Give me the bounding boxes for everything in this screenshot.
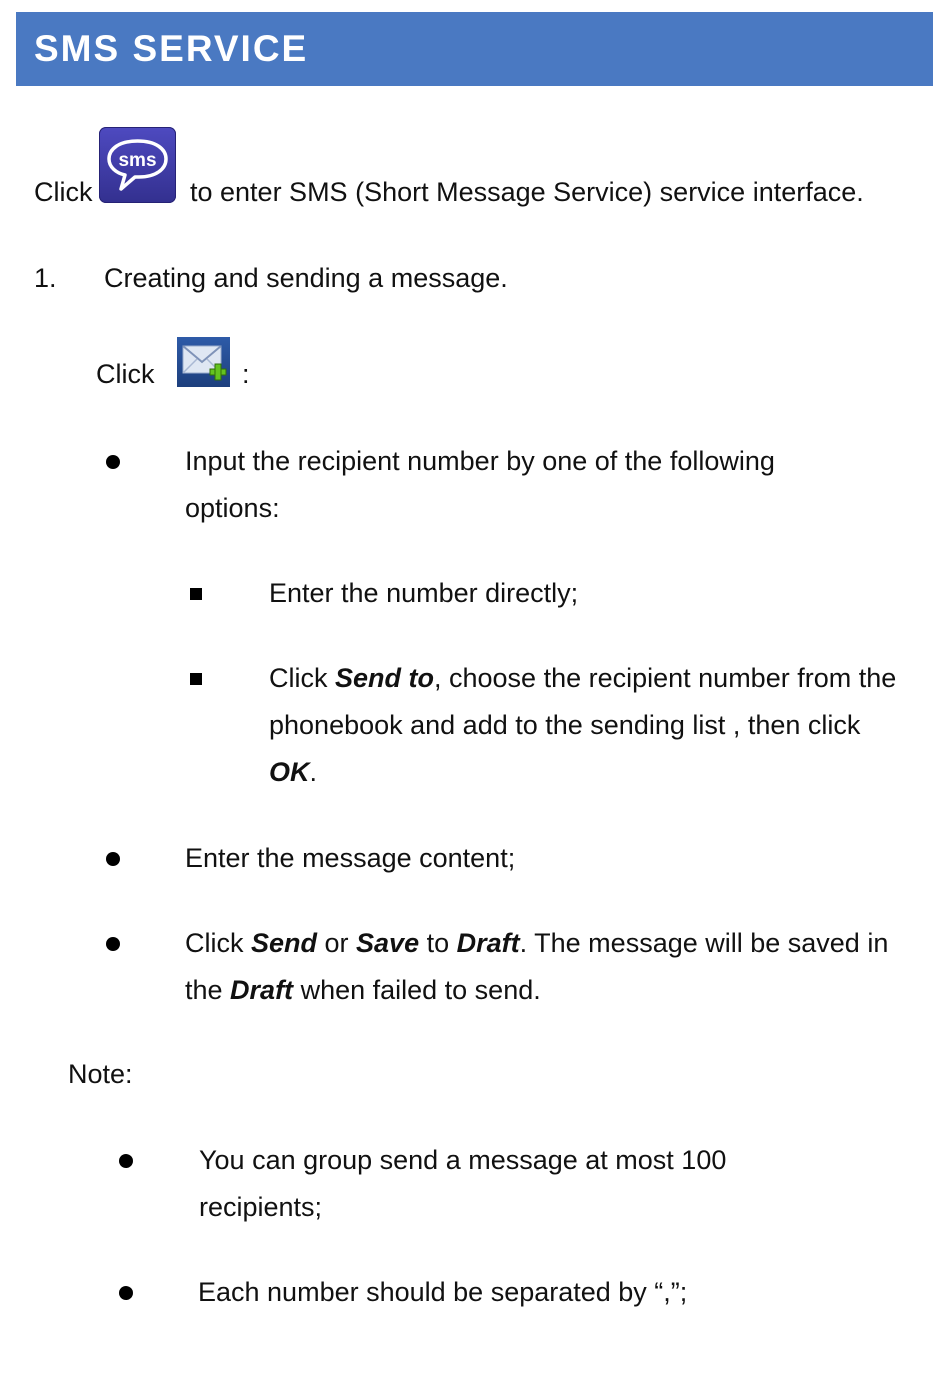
intro-description: to enter SMS (Short Message Service) service interface. bbox=[190, 177, 864, 207]
save-term: Save bbox=[356, 928, 420, 958]
bullet-marker bbox=[106, 852, 120, 866]
square-marker bbox=[190, 588, 202, 600]
bullet-marker bbox=[119, 1154, 133, 1168]
bullet-marker bbox=[106, 937, 120, 951]
send-to-term: Send to bbox=[335, 663, 434, 693]
note-separator: Each number should be separated by “,”; bbox=[198, 1277, 688, 1307]
sms-app-icon bbox=[99, 127, 176, 203]
bullet-marker bbox=[106, 455, 120, 469]
section-heading: Creating and sending a message. bbox=[104, 263, 508, 293]
draft-term: Draft bbox=[230, 975, 294, 1005]
ok-term: OK bbox=[269, 757, 310, 787]
list-item-enter-content: Enter the message content; bbox=[185, 843, 516, 873]
draft-term: Draft bbox=[456, 928, 520, 958]
list-item-enter-directly: Enter the number directly; bbox=[269, 578, 579, 608]
intro-click-text: Click bbox=[34, 177, 93, 207]
click-new-text: Click bbox=[96, 359, 155, 389]
sms-icon-text: sms bbox=[118, 150, 157, 171]
send-term: Send bbox=[251, 928, 318, 958]
list-item-send-to: Click Send to, choose the recipient number from the phonebook and add to the sending list , then click OK. bbox=[269, 663, 897, 787]
square-marker bbox=[190, 673, 202, 685]
note-group-send: You can group send a message at most 100 recipients; bbox=[199, 1145, 727, 1222]
section-title: SMS SERVICE bbox=[34, 28, 309, 69]
colon: : bbox=[242, 359, 250, 389]
list-item-send-save: Click Send or Save to Draft. The message will be saved in the Draft when failed to send. bbox=[185, 928, 889, 1005]
section-header-banner bbox=[16, 12, 933, 86]
bullet-marker bbox=[119, 1286, 133, 1300]
section-number: 1. bbox=[34, 263, 57, 293]
new-message-icon bbox=[177, 337, 230, 387]
note-label: Note: bbox=[68, 1059, 133, 1089]
list-item-input-recipient: Input the recipient number by one of the following options: bbox=[185, 446, 775, 523]
